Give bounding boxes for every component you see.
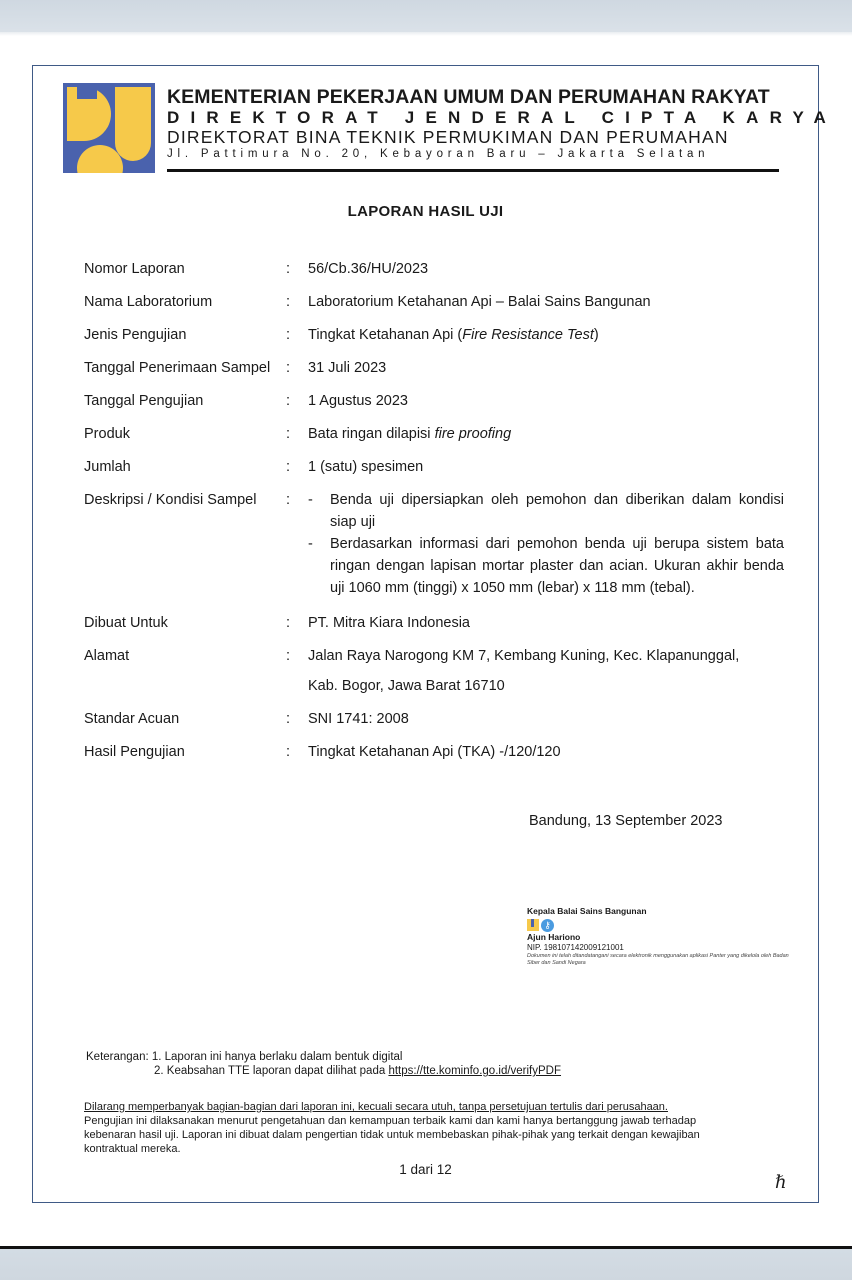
disclaimer-warning: Dilarang memperbanyak bagian-bagian dari laporan ini, kecuali secara utuh, tanpa persetujuan tertulis dari perusahaan. [84, 1101, 668, 1113]
note-item-2: 2. Keabsahan TTE laporan dapat dilihat pada https://tte.kominfo.go.id/verifyPDF [154, 1065, 562, 1077]
letterhead-rule [167, 169, 779, 172]
report-title: LAPORAN HASIL UJI [347, 203, 504, 220]
field-nama-laboratorium [84, 291, 784, 313]
disclaimer [84, 1100, 734, 1156]
field-separator: : [286, 459, 291, 475]
field-label: Tanggal Penerimaan Sampel [84, 360, 271, 376]
field-value: 31 Juli 2023 [308, 360, 387, 376]
field-separator: : [286, 492, 291, 508]
field-label: Nomor Laporan [84, 261, 185, 277]
field-tanggal-pengujian [84, 390, 784, 412]
description-list [308, 489, 784, 599]
document-page [32, 65, 837, 1203]
field-value: 56/Cb.36/HU/2023 [308, 261, 429, 277]
electronic-signature [527, 906, 797, 967]
field-separator: : [286, 711, 291, 727]
field-label: Jumlah [84, 459, 131, 475]
field-separator: : [286, 744, 291, 760]
field-value: Jalan Raya Narogong KM 7, Kembang Kuning, Kec. Klapanunggal, Kab. Bogor, Jawa Barat 16710 [308, 648, 740, 694]
field-separator: : [286, 327, 291, 343]
field-label: Alamat [84, 648, 130, 664]
field-hasil-pengujian [84, 741, 784, 763]
field-value: Bata ringan dilapisi fire proofing [308, 426, 512, 442]
field-value: 1 (satu) spesimen [308, 459, 424, 475]
field-label: Produk [84, 426, 130, 442]
page-number: 1 dari 12 [399, 1162, 452, 1177]
field-value: PT. Mitra Kiara Indonesia [308, 615, 470, 631]
field-jenis-pengujian [84, 324, 784, 346]
verify-link[interactable]: https://tte.kominfo.go.id/verifyPDF [388, 1065, 562, 1077]
signer-name: Ajun Hariono [527, 932, 581, 942]
field-label: Standar Acuan [84, 711, 180, 727]
directorate: DIREKTORAT BINA TEKNIK PERMUKIMAN DAN PERUMAHAN [167, 127, 729, 147]
key-icon: ⚷ [541, 919, 554, 932]
signer-nip: NIP. 198107142009121001 [527, 943, 624, 952]
field-separator: : [286, 426, 291, 442]
address: Jl. Pattimura No. 20, Kebayoran Baru – Jakarta Selatan [167, 148, 710, 160]
field-value: 1 Agustus 2023 [308, 393, 408, 409]
field-value: Laboratorium Ketahanan Api – Balai Sains Bangunan [308, 294, 651, 310]
letterhead [63, 83, 837, 173]
field-jumlah [84, 456, 784, 478]
field-produk [84, 423, 784, 445]
description-item: - Benda uji dipersiapkan oleh pemohon dan diberikan dalam kondisi siap uji [308, 492, 784, 530]
field-tanggal-penerimaan [84, 357, 784, 379]
disclaimer-body: Pengujian ini dilaksanakan menurut pengetahuan dan kemampuan terbaik kami dan kami hanya bertanggung jawab terhadap kebenaran hasil uji. Laporan ini dibuat dalam pengertian tidak untuk membebaskan pihak-pihak yang terkait dengan kewajiban kontraktual mereka. [84, 1115, 700, 1155]
note-item-1: Keterangan: 1. Laporan ini hanya berlaku dalam bentuk digital [86, 1051, 403, 1063]
initials-mark: ℏ [775, 1172, 787, 1193]
field-label: Tanggal Pengujian [84, 393, 204, 409]
field-separator: : [286, 261, 291, 277]
field-separator: : [286, 615, 291, 631]
field-separator: : [286, 294, 291, 310]
field-separator: : [286, 393, 291, 409]
directorate-general: DIREKTORAT JENDERAL CIPTA KARYA [167, 108, 837, 127]
field-label: Hasil Pengujian [84, 744, 185, 760]
place-date: Bandung, 13 September 2023 [529, 813, 723, 829]
ministry-name: KEMENTERIAN PEKERJAAN UMUM DAN PERUMAHAN RAKYAT [167, 86, 770, 108]
field-nomor-laporan [84, 258, 784, 280]
field-label: Dibuat Untuk [84, 615, 168, 631]
field-separator: : [286, 648, 291, 664]
letterhead-text [167, 86, 837, 162]
signer-position: Kepala Balai Sains Bangunan [527, 906, 647, 916]
signature-note: Dokumen ini telah ditandatangani secara elektronik menggunakan aplikasi Panter yang dikelola oleh Badan Siber dan Sandi Negara [527, 953, 789, 966]
field-deskripsi [84, 489, 784, 599]
scan-background-top [0, 0, 852, 34]
field-label: Nama Laboratorium [84, 294, 213, 310]
field-value: Tingkat Ketahanan Api (TKA) -/120/120 [308, 744, 561, 760]
notes [86, 1050, 561, 1078]
field-separator: : [286, 360, 291, 376]
field-standar-acuan [84, 708, 784, 730]
field-alamat [84, 641, 784, 701]
ministry-logo [63, 83, 155, 173]
field-dibuat-untuk [84, 612, 784, 634]
field-label: Jenis Pengujian [84, 327, 187, 343]
report-fields [84, 258, 784, 763]
field-label: Deskripsi / Kondisi Sampel [84, 492, 257, 508]
field-value: SNI 1741: 2008 [308, 711, 409, 727]
description-item: - Berdasarkan informasi dari pemohon benda uji berupa sistem bata ringan dengan lapisan mortar plaster dan acian. Ukuran akhir benda uji 1060 mm (tinggi) x 1050 mm (lebar) x 118 mm (tebal). [308, 536, 784, 596]
field-value: Tingkat Ketahanan Api (Fire Resistance Test) [308, 327, 599, 343]
ministry-logo-icon [527, 919, 539, 931]
scan-background-bottom [0, 1246, 852, 1280]
